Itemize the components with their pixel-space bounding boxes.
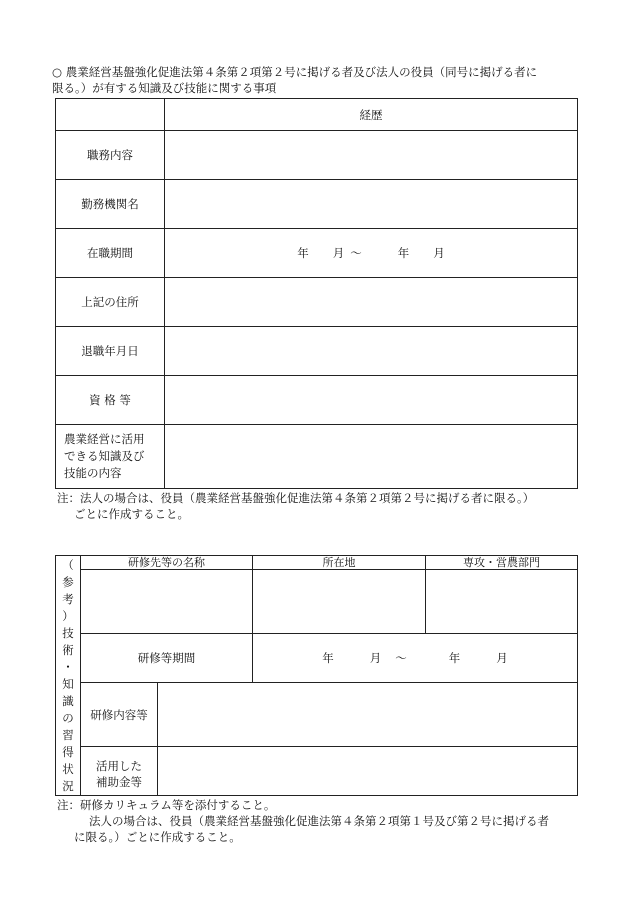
career-column-header: 経歴 xyxy=(165,99,578,131)
section2-note-line3: に限る。）ごとに作成すること。 xyxy=(74,830,241,844)
header-location: 所在地 xyxy=(253,556,426,570)
skills-label-line2: できる知識及び xyxy=(64,449,145,463)
row-label-period: 在職期間 xyxy=(56,229,165,278)
side-char-11: 得 xyxy=(62,744,74,759)
period-tilde: 〜 xyxy=(350,246,362,260)
skills-value-cell[interactable] xyxy=(165,425,578,489)
subsidy-label-line2: 補助金等 xyxy=(96,775,142,789)
section2-note-line1: 注：研修カリキュラム等を添付すること。 xyxy=(57,798,276,812)
row-label-skills xyxy=(56,425,165,489)
side-char-2: 考 xyxy=(62,591,74,606)
row-label-retire-date: 退職年月日 xyxy=(56,327,165,376)
qualification-value-cell[interactable] xyxy=(165,376,578,425)
side-char-10: 習 xyxy=(62,727,74,742)
career-corner-cell xyxy=(56,99,165,131)
employer-value-cell[interactable] xyxy=(165,180,578,229)
row-label-subsidy xyxy=(81,747,158,796)
address-value-cell[interactable] xyxy=(165,278,578,327)
side-char-0: （ xyxy=(62,557,74,572)
row-label-training-content: 研修内容等 xyxy=(81,683,158,747)
side-char-6: ・ xyxy=(62,659,74,674)
header-major: 専攻・営農部門 xyxy=(426,556,578,570)
training-content-value-cell[interactable] xyxy=(158,683,578,747)
subsidy-label-line1: 活用した xyxy=(96,759,142,773)
period-month1: 月 xyxy=(332,246,345,260)
side-char-8: 識 xyxy=(62,693,74,708)
section1-note xyxy=(57,490,597,522)
header-training-name: 研修先等の名称 xyxy=(81,556,253,570)
section1-heading-line1: ○ 農業経営基盤強化促進法第４条第２項第２号に掲げる者及び法人の役員（同号に掲げる者に xyxy=(52,65,538,79)
training-period-year1: 年 xyxy=(322,651,334,665)
period-year1: 年 xyxy=(297,246,309,260)
side-char-4: 技 xyxy=(62,625,74,640)
section1-note-line1: 注：法人の場合は、役員（農業経営基盤強化促進法第４条第２項第２号に掲げる者に限る。） xyxy=(57,491,535,505)
section1-heading-line2: 限る。）が有する知識及び技能に関する事項 xyxy=(52,81,277,95)
period-month2: 月 xyxy=(433,246,445,260)
side-char-13: 況 xyxy=(62,778,74,793)
duty-value-cell[interactable] xyxy=(165,131,578,180)
row-label-training-period: 研修等期間 xyxy=(81,634,253,683)
training-name-value-cell[interactable] xyxy=(81,570,253,634)
training-period-month2: 月 xyxy=(496,651,508,665)
row-label-employer: 勤務機関名 xyxy=(56,180,165,229)
row-label-duty: 職務内容 xyxy=(56,131,165,180)
reference-side-label xyxy=(56,556,81,796)
skills-label-line1: 農業経営に活用 xyxy=(64,432,145,446)
side-char-12: 状 xyxy=(62,761,74,776)
major-value-cell[interactable] xyxy=(426,570,578,634)
location-value-cell[interactable] xyxy=(253,570,426,634)
side-char-7: 知 xyxy=(62,676,74,691)
section1-note-line2: ごとに作成すること。 xyxy=(74,507,189,521)
training-period-year2: 年 xyxy=(448,651,461,665)
row-label-qualification: 資 格 等 xyxy=(56,376,165,425)
side-char-1: 参 xyxy=(62,574,74,589)
row-label-address: 上記の住所 xyxy=(56,278,165,327)
training-period-month1: 月 xyxy=(369,651,382,665)
side-char-5: 術 xyxy=(62,642,74,657)
side-char-9: の xyxy=(62,710,74,725)
side-char-3: ） xyxy=(62,608,74,623)
career-table xyxy=(55,98,578,489)
section2-note-line2: 法人の場合は、役員（農業経営基盤強化促進法第４条第２項第１号及び第２号に掲げる者 xyxy=(89,814,549,828)
period-value-cell[interactable] xyxy=(165,229,578,278)
skills-label-line3: 技能の内容 xyxy=(64,466,122,480)
subsidy-value-cell[interactable] xyxy=(158,747,578,796)
training-table xyxy=(55,555,578,796)
training-period-tilde: 〜 xyxy=(395,651,407,665)
section1-heading xyxy=(52,64,592,96)
period-year2: 年 xyxy=(397,246,410,260)
training-period-value-cell[interactable] xyxy=(253,634,578,683)
retire-date-value-cell[interactable] xyxy=(165,327,578,376)
section2-note xyxy=(57,797,602,845)
